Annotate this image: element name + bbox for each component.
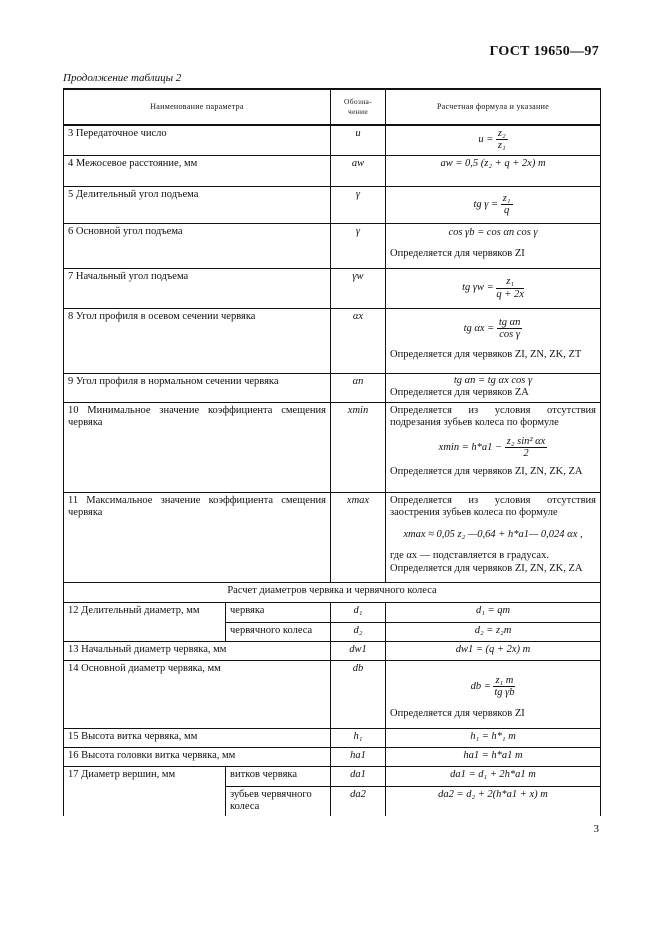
- param-name: 6 Основной угол подъема: [64, 223, 331, 268]
- param-symbol: dw1: [331, 641, 386, 660]
- fraction: $\frac{\text{z₁}}{q + 2x}$: [496, 276, 524, 300]
- formula-cell: dw1 = (q + 2x) m: [386, 641, 601, 660]
- fraction: $\frac{\text{z₁ m}}{\text{tg γb}}$: [494, 674, 515, 698]
- formula-cell: Определяется из условия отсутствия заострения зубьев колеса по формуле xmax ≈ 0,05 z₂ —0,64 + h*a1— 0,024 αx , где αx — подставляется в градусах. Определяется для червяков ZI, ZN, ZK, ZA: [386, 492, 601, 582]
- param-subname: зубьев червячного колеса: [226, 786, 331, 816]
- header-param: Наименование параметра: [64, 89, 331, 125]
- formula-cell: aw = 0,5 (z₂ + q + 2x) m: [386, 155, 601, 186]
- table-row: [64, 766, 601, 786]
- fraction: $\frac{\text{tg αn}}{\text{cos γ}}$: [498, 316, 521, 340]
- param-subname: червячного колеса: [226, 622, 331, 641]
- formula-cell: u = $\frac{\text{z₂}}{\text{z₁}}$: [386, 125, 601, 155]
- table-row: [64, 602, 601, 622]
- fraction: $\frac{\text{z₂ sin² αx}}{2}$: [506, 435, 546, 459]
- param-symbol: xmin: [331, 402, 386, 492]
- formula-cell: da2 = d₂ + 2(h*a1 + x) m: [386, 786, 601, 816]
- table-continuation-caption: Продолжение таблицы 2: [63, 72, 182, 84]
- table-row: [64, 492, 601, 582]
- document-id: ГОСТ 19650—97: [489, 44, 599, 59]
- formula-cell: d₂ = z₂m: [386, 622, 601, 641]
- param-symbol: u: [331, 125, 386, 155]
- param-symbol: d₂: [331, 622, 386, 641]
- param-symbol: aw: [331, 155, 386, 186]
- table-row: [64, 268, 601, 308]
- table-row: [64, 155, 601, 186]
- param-name: 14 Основной диаметр червяка, мм: [64, 660, 331, 728]
- table-row: [64, 223, 601, 268]
- page-number: 3: [593, 823, 599, 835]
- param-subname: витков червяка: [226, 766, 331, 786]
- param-symbol: αx: [331, 308, 386, 373]
- parameters-table: [63, 88, 601, 816]
- fraction: $\frac{\text{z₂}}{\text{z₁}}$: [497, 128, 506, 152]
- param-name: 4 Межосевое расстояние, мм: [64, 155, 331, 186]
- param-symbol: γw: [331, 268, 386, 308]
- param-symbol: αn: [331, 373, 386, 402]
- formula-cell: ha1 = h*a1 m: [386, 747, 601, 766]
- formula-cell: tg γ = $\frac{\text{z₁}}{q}$: [386, 186, 601, 223]
- header-formula: Расчетная формула и указание: [386, 89, 601, 125]
- formula-cell: db = $\frac{\text{z₁ m}}{\text{tg γb}}$ Определяется для червяков ZI: [386, 660, 601, 728]
- param-name: 7 Начальный угол подъема: [64, 268, 331, 308]
- formula-cell: tg αx = $\frac{\text{tg αn}}{\text{cos γ}}$ Определяется для червяков ZI, ZN, ZK, ZT: [386, 308, 601, 373]
- param-symbol: da1: [331, 766, 386, 786]
- table-row: [64, 660, 601, 728]
- param-name: 3 Передаточное число: [64, 125, 331, 155]
- param-subname: червяка: [226, 602, 331, 622]
- formula-cell: da1 = d₁ + 2h*a1 m: [386, 766, 601, 786]
- table-row: [64, 125, 601, 155]
- param-symbol: h₁: [331, 728, 386, 747]
- formula-cell: d₁ = qm: [386, 602, 601, 622]
- table-row: [64, 373, 601, 402]
- param-name: 9 Угол профиля в нормальном сечении червяка: [64, 373, 331, 402]
- param-symbol: γ: [331, 186, 386, 223]
- formula-cell: h₁ = h*₁ m: [386, 728, 601, 747]
- param-symbol: ha1: [331, 747, 386, 766]
- table-row: [64, 641, 601, 660]
- param-name: 16 Высота головки витка червяка, мм: [64, 747, 331, 766]
- param-symbol: γ: [331, 223, 386, 268]
- formula-cell: tg αn = tg αx cos γ Определяется для червяков ZA: [386, 373, 601, 402]
- formula-cell: Определяется из условия отсутствия подрезания зубьев колеса по формуле xmin = h*a1 − $\frac{\text{z₂ sin² αx}}{2}$ Определяется для червяков ZI, ZN, ZK, ZA: [386, 402, 601, 492]
- param-symbol: db: [331, 660, 386, 728]
- param-symbol: da2: [331, 786, 386, 816]
- param-symbol: xmax: [331, 492, 386, 582]
- formula-cell: tg γw = $\frac{\text{z₁}}{q + 2x}$: [386, 268, 601, 308]
- param-name: 5 Делительный угол подъема: [64, 186, 331, 223]
- table-row: [64, 728, 601, 747]
- header-symbol: Обозна-чение: [331, 89, 386, 125]
- param-name: 11 Максимальное значение коэффициента смещения червяка: [64, 492, 331, 582]
- param-name: 15 Высота витка червяка, мм: [64, 728, 331, 747]
- table-row: [64, 402, 601, 492]
- param-name: 10 Минимальное значение коэффициента смещения червяка: [64, 402, 331, 492]
- table-row: [64, 308, 601, 373]
- param-name: 13 Начальный диаметр червяка, мм: [64, 641, 331, 660]
- param-name: 8 Угол профиля в осевом сечении червяка: [64, 308, 331, 373]
- fraction: $\frac{\text{z₁}}{q}$: [502, 192, 511, 216]
- section-row: [64, 582, 601, 602]
- table-header-row: [64, 89, 601, 125]
- formula-cell: cos γb = cos αn cos γ Определяется для червяков ZI: [386, 223, 601, 268]
- section-title: Расчет диаметров червяка и червячного колеса: [64, 582, 601, 602]
- param-name: 12 Делительный диаметр, мм: [64, 602, 226, 641]
- table-row: [64, 747, 601, 766]
- table-row: [64, 186, 601, 223]
- param-symbol: d₁: [331, 602, 386, 622]
- param-name: 17 Диаметр вершин, мм: [64, 766, 226, 816]
